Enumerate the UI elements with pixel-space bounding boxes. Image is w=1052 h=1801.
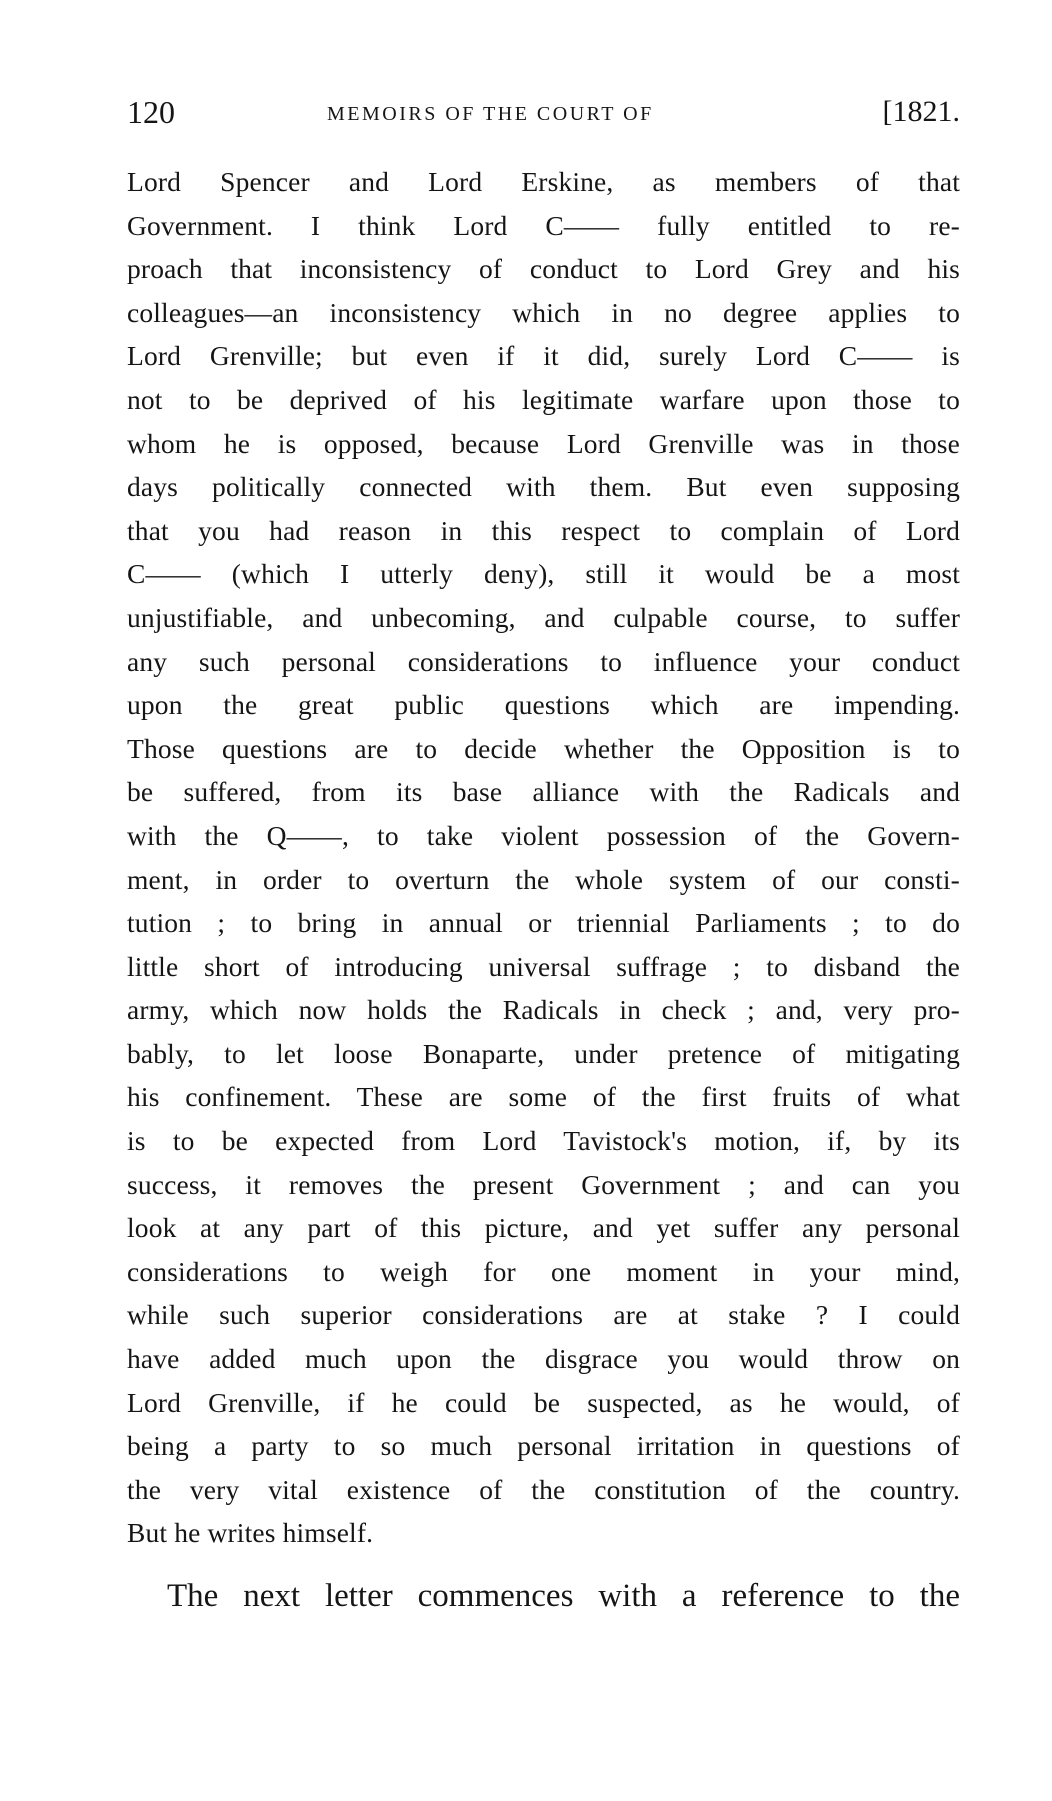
text-line: not to be deprived of his legitimate warfare upon those to (127, 383, 960, 415)
running-title: MEMOIRS OF THE COURT OF (327, 103, 654, 125)
text-line: any such personal considerations to influence your conduct (127, 645, 960, 677)
text-line: the very vital existence of the constitution of the country. (127, 1473, 960, 1505)
text-line: being a party to so much personal irritation in questions of (127, 1430, 960, 1462)
text-line: with the Q——, to take violent possession of the Govern- (127, 819, 960, 851)
text-line: Government. I think Lord C—— fully entitled to re- (127, 209, 960, 241)
text-line: bably, to let loose Bonaparte, under pretence of mitigating (127, 1037, 960, 1069)
text-line: ment, in order to overturn the whole system of our consti- (127, 863, 960, 895)
text-line: Lord Grenville, if he could be suspected, as he would, of (127, 1386, 960, 1418)
text-line: days politically connected with them. But even supposing (127, 471, 960, 503)
text-line: unjustifiable, and unbecoming, and culpable course, to suffer (127, 601, 960, 633)
text-line: C—— (which I utterly deny), still it would be a most (127, 558, 960, 590)
text-line: Those questions are to decide whether the Opposition is to (127, 732, 960, 764)
text-line: look at any part of this picture, and yet suffer any personal (127, 1212, 960, 1244)
text-line: whom he is opposed, because Lord Grenville was in those (127, 427, 960, 459)
running-year: [1821. (882, 95, 960, 128)
text-line: upon the great public questions which are impending. (127, 689, 960, 721)
text-line: his confinement. These are some of the first fruits of what (127, 1081, 960, 1113)
text-line: considerations to weigh for one moment in your mind, (127, 1255, 960, 1287)
text-line: be suffered, from its base alliance with the Radicals and (127, 776, 960, 808)
text-line: proach that inconsistency of conduct to Lord Grey and his (127, 253, 960, 285)
text-line: But he writes himself. (127, 1517, 374, 1549)
text-line: little short of introducing universal suffrage ; to disband the (127, 950, 960, 982)
body-text (127, 160, 960, 1621)
text-line: tution ; to bring in annual or triennial Parliaments ; to do (127, 907, 960, 939)
text-line: have added much upon the disgrace you would throw on (127, 1343, 960, 1375)
running-head (127, 92, 960, 132)
text-line: that you had reason in this respect to complain of Lord (127, 514, 960, 546)
text-line: army, which now holds the Radicals in check ; and, very pro- (127, 994, 960, 1026)
text-line: while such superior considerations are at stake ? I could (127, 1299, 960, 1331)
text-line: success, it removes the present Government ; and can you (127, 1168, 960, 1200)
page-number: 120 (127, 94, 175, 130)
text-line: colleagues—an inconsistency which in no degree applies to (127, 296, 960, 328)
text-line: Lord Spencer and Lord Erskine, as members of that (127, 166, 960, 197)
text-line: is to be expected from Lord Tavistock's motion, if, by its (127, 1125, 960, 1157)
next-paragraph: The next letter commences with a reference to the (167, 1578, 960, 1614)
text-line: Lord Grenville; but even if it did, surely Lord C—— is (127, 340, 960, 372)
